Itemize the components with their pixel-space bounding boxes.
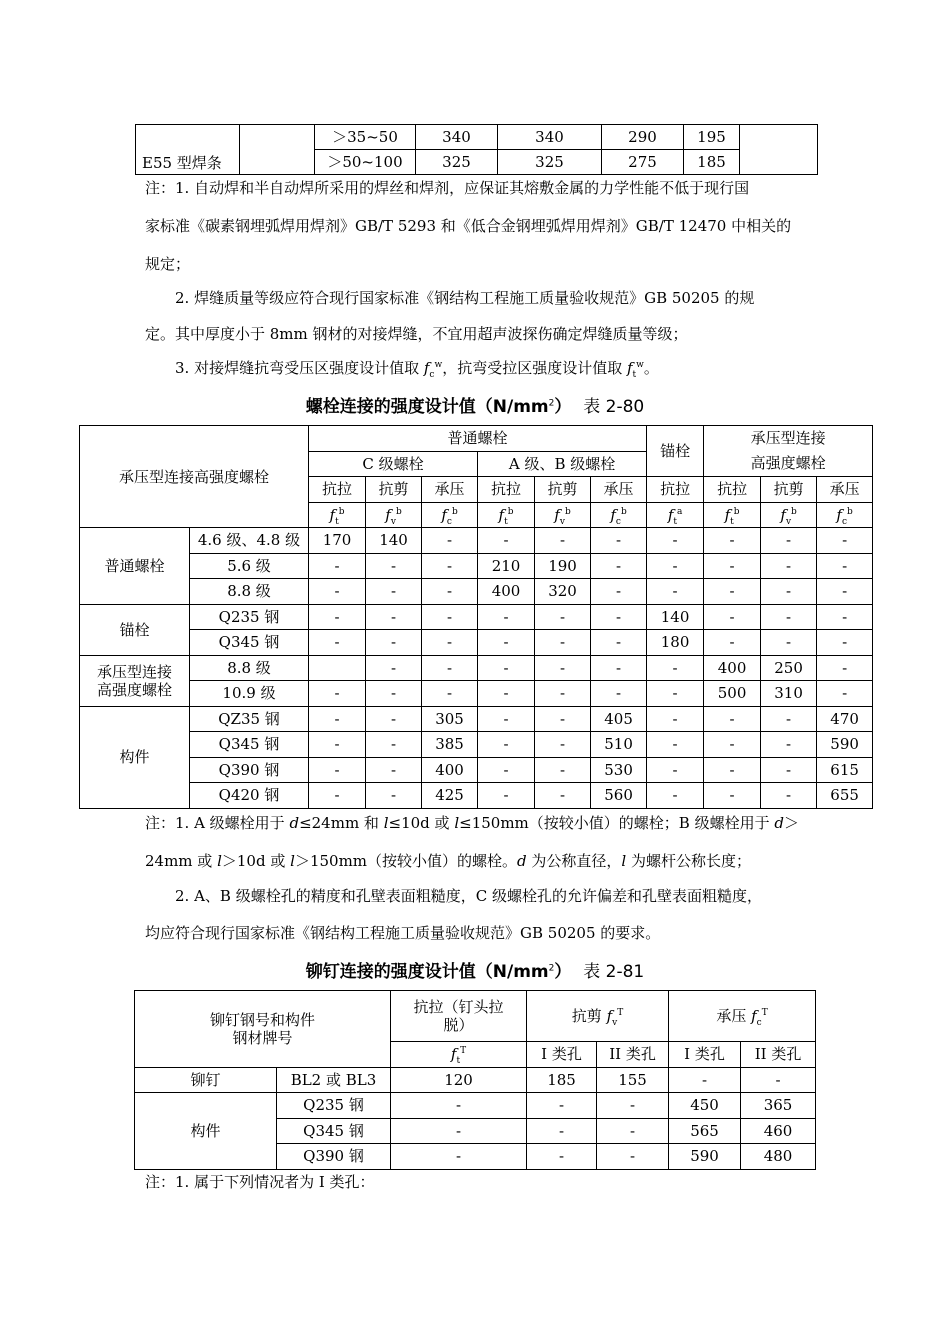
header-c-grade: C 级螺栓: [309, 451, 478, 477]
cell: 365: [741, 1093, 816, 1119]
symbol-cell: $f_t^b$: [478, 502, 535, 528]
grade-cell: QZ35 钢: [190, 706, 309, 732]
cell: -: [669, 1067, 741, 1093]
value-cell: -: [366, 706, 422, 732]
subheader-cell: 承压: [422, 477, 478, 503]
sym-d: d: [774, 814, 784, 832]
cell: 155: [597, 1067, 669, 1093]
rivet-header-bearing: 承压 $f_c^T$: [669, 991, 816, 1042]
category-cell: [80, 604, 190, 655]
cell: -: [391, 1093, 527, 1119]
value-cell: 190: [535, 553, 591, 579]
grade-cell: Q345 钢: [190, 732, 309, 758]
value-cell: -: [366, 604, 422, 630]
subheader-cell: 抗拉: [309, 477, 366, 503]
rivet-header-main: [135, 991, 391, 1068]
rivet-tension-line2: 脱）: [443, 1016, 474, 1034]
value-cell: 385: [422, 732, 478, 758]
value-cell: -: [309, 783, 366, 809]
category-label: 锚栓: [119, 620, 150, 639]
value-cell: -: [535, 706, 591, 732]
header-main: 承压型连接高强度螺栓: [80, 426, 309, 528]
electrode-label: E55 型焊条: [136, 125, 240, 175]
subheader-cell: 承压: [817, 477, 873, 503]
symbol-cell: $f_t^a$: [647, 502, 704, 528]
cell: ＞50~100: [315, 150, 416, 175]
subheader-cell: 抗拉: [704, 477, 761, 503]
value-cell: -: [704, 528, 761, 554]
category-label: 高强度螺栓: [96, 680, 172, 699]
header-hs-line2: 高强度螺栓: [750, 454, 826, 472]
value-cell: -: [535, 783, 591, 809]
value-cell: -: [535, 604, 591, 630]
note-3: 3. 对接焊缝抗弯受压区强度设计值取 $f_c^w$，抗弯受拉区强度设计值取 $f_t^w$。: [175, 359, 659, 380]
value-cell: -: [591, 553, 647, 579]
bolt-note-1a-part: 注：1. A 级螺栓用于: [145, 814, 290, 832]
grade-cell: Q345 钢: [190, 630, 309, 656]
table-row: [80, 528, 873, 554]
value-cell: 210: [478, 553, 535, 579]
note-1a: 注：1. 自动焊和半自动焊所采用的焊丝和焊剂，应保证其熔敷金属的力学性能不低于现行国: [145, 179, 750, 197]
note-2a: 2. 焊缝质量等级应符合现行国家标准《钢结构工程施工质量验收规范》GB 50205 的规: [175, 289, 755, 307]
sym-l: l: [383, 814, 389, 832]
value-cell: -: [817, 579, 873, 605]
value-cell: 500: [704, 681, 761, 707]
value-cell: -: [535, 681, 591, 707]
value-cell: -: [422, 579, 478, 605]
header-hs-line1: 承压型连接: [750, 429, 826, 447]
value-cell: -: [591, 630, 647, 656]
header-anchor: 锚栓: [647, 426, 704, 477]
value-cell: -: [704, 757, 761, 783]
value-cell: 400: [478, 579, 535, 605]
cell: 325: [498, 150, 602, 175]
value-cell: -: [309, 579, 366, 605]
member-category: 构件: [135, 1093, 277, 1170]
symbol-cell: $f_v^b$: [535, 502, 591, 528]
value-cell: -: [478, 732, 535, 758]
value-cell: -: [309, 757, 366, 783]
rivet-title-text: 铆钉连接的强度设计值（N/mm: [305, 962, 549, 982]
value-cell: -: [704, 783, 761, 809]
rivet-symbol-ft: $f_t^T$: [391, 1042, 527, 1068]
cell: 565: [669, 1118, 741, 1144]
table-row: [80, 604, 873, 630]
symbol-cell: $f_v^b$: [761, 502, 817, 528]
note-3-pre: 3. 对接焊缝抗弯受压区强度设计值取: [175, 359, 424, 377]
rivet-table-number: 表 2-81: [583, 962, 645, 982]
value-cell: -: [478, 528, 535, 554]
note-1b: 家标准《碳素钢埋弧焊用焊剂》GB/T 5293 和《低合金钢埋弧焊用焊剂》GB/T 12470 中相关的: [145, 217, 792, 235]
value-cell: -: [422, 681, 478, 707]
grade-cell: 10.9 级: [190, 681, 309, 707]
grade-cell: Q420 钢: [190, 783, 309, 809]
table-row: [80, 579, 873, 605]
rivet-table-title: [0, 957, 950, 982]
cell: 480: [741, 1144, 816, 1170]
cell: -: [391, 1144, 527, 1170]
cell: -: [527, 1093, 597, 1119]
value-cell: -: [817, 604, 873, 630]
rivet-header-line1: 铆钉钢号和构件: [210, 1010, 316, 1029]
value-cell: -: [761, 706, 817, 732]
rivet-bearing-label: 承压: [716, 1007, 752, 1025]
value-cell: -: [309, 553, 366, 579]
bolt-note-2a: 2. A、B 级螺栓孔的精度和孔壁表面粗糙度，C 级螺栓孔的允许偏差和孔壁表面粗糙度，: [175, 887, 762, 905]
value-cell: -: [478, 757, 535, 783]
value-cell: -: [817, 528, 873, 554]
value-cell: -: [647, 681, 704, 707]
grade-cell: 8.8 级: [190, 579, 309, 605]
bolt-note-1a-part: ≤10d 或: [388, 814, 455, 832]
rivet-header-shear: 抗剪 $f_v^T$: [527, 991, 669, 1042]
symbol-cell: $f_t^b$: [704, 502, 761, 528]
value-cell: 140: [647, 604, 704, 630]
value-cell: -: [817, 630, 873, 656]
value-cell: 250: [761, 655, 817, 681]
category-cell: [80, 528, 190, 605]
header-ab-grade: A 级、B 级螺栓: [478, 451, 647, 477]
rivet-header-line2: 钢材牌号: [232, 1028, 293, 1047]
weld-table-fragment: [135, 124, 818, 175]
value-cell: -: [309, 604, 366, 630]
empty-cell: [240, 125, 315, 175]
cell: 290: [602, 125, 684, 150]
value-cell: -: [647, 553, 704, 579]
value-cell: -: [761, 604, 817, 630]
value-cell: -: [478, 783, 535, 809]
bolt-title-close: ）: [554, 397, 572, 417]
bolt-title-text: 螺栓连接的强度设计值（N/mm: [305, 397, 549, 417]
value-cell: -: [647, 757, 704, 783]
value-cell: 320: [535, 579, 591, 605]
bolt-table-number: 表 2-80: [583, 397, 645, 417]
value-cell: -: [761, 553, 817, 579]
value-cell: 140: [366, 528, 422, 554]
value-cell: -: [647, 655, 704, 681]
member-grade: Q390 钢: [277, 1144, 391, 1170]
value-cell: 425: [422, 783, 478, 809]
value-cell: 305: [422, 706, 478, 732]
value-cell: -: [535, 732, 591, 758]
empty-cell: [740, 125, 818, 175]
value-cell: -: [817, 655, 873, 681]
cell: 185: [527, 1067, 597, 1093]
value-cell: -: [761, 783, 817, 809]
value-cell: -: [422, 604, 478, 630]
value-cell: 510: [591, 732, 647, 758]
value-cell: -: [591, 528, 647, 554]
cell: -: [391, 1118, 527, 1144]
value-cell: -: [591, 681, 647, 707]
bolt-note-1b-part: 为螺杆公称长度；: [626, 852, 752, 870]
bolt-title-sup: 2: [548, 398, 555, 409]
bolt-note-1b-part: 为公称直径，: [526, 852, 622, 870]
subheader-cell: 抗拉: [478, 477, 535, 503]
grade-cell: 5.6 级: [190, 553, 309, 579]
value-cell: -: [647, 528, 704, 554]
value-cell: 170: [309, 528, 366, 554]
value-cell: -: [817, 553, 873, 579]
sym-l: l: [454, 814, 460, 832]
value-cell: -: [647, 579, 704, 605]
cell: 195: [684, 125, 740, 150]
value-cell: -: [535, 757, 591, 783]
value-cell: 560: [591, 783, 647, 809]
grade-cell: Q235 钢: [190, 604, 309, 630]
category-label: 普通螺栓: [104, 556, 165, 575]
cell: -: [527, 1118, 597, 1144]
bolt-note-1a-part: ＞: [783, 814, 799, 832]
bolt-note-1b: [145, 851, 751, 871]
value-cell: -: [647, 706, 704, 732]
value-cell: -: [478, 604, 535, 630]
table-row: [80, 706, 873, 732]
value-cell: -: [309, 706, 366, 732]
value-cell: -: [478, 655, 535, 681]
value-cell: 180: [647, 630, 704, 656]
bolt-note-1b-part: ＞150mm（按较小值）的螺栓。: [294, 852, 518, 870]
value-cell: -: [535, 630, 591, 656]
cell: 120: [391, 1067, 527, 1093]
symbol-cell: $f_t^b$: [309, 502, 366, 528]
rivet-title-close: ）: [554, 962, 572, 982]
value-cell: -: [478, 706, 535, 732]
value-cell: -: [817, 681, 873, 707]
cell: -: [597, 1144, 669, 1170]
header-ordinary: 普通螺栓: [309, 426, 647, 452]
header-highstrength: [704, 426, 873, 477]
value-cell: -: [366, 681, 422, 707]
subheader-cell: 抗拉: [647, 477, 704, 503]
hole-class-1: I 类孔: [669, 1042, 741, 1068]
grade-cell: 8.8 级: [190, 655, 309, 681]
cell: 340: [498, 125, 602, 150]
category-label: 构件: [119, 748, 150, 766]
rivet-note-1: 注：1. 属于下列情况者为 I 类孔：: [145, 1173, 375, 1191]
value-cell: -: [422, 655, 478, 681]
table-row: [80, 757, 873, 783]
hole-class-1: I 类孔: [527, 1042, 597, 1068]
note-3-end: 。: [643, 359, 659, 377]
value-cell: -: [591, 655, 647, 681]
value-cell: 405: [591, 706, 647, 732]
cell: 450: [669, 1093, 741, 1119]
value-cell: 400: [422, 757, 478, 783]
value-cell: -: [309, 681, 366, 707]
cell: -: [527, 1144, 597, 1170]
symbol-cell: $f_c^b$: [817, 502, 873, 528]
subheader-cell: 承压: [591, 477, 647, 503]
value-cell: -: [704, 604, 761, 630]
cell: -: [597, 1118, 669, 1144]
sym-d: d: [289, 814, 300, 832]
sym-l: l: [217, 852, 222, 870]
category-label: 承压型连接: [96, 662, 172, 681]
value-cell: -: [422, 528, 478, 554]
rivet-strength-table: [134, 990, 816, 1170]
cell: -: [597, 1093, 669, 1119]
bolt-note-1a-part: ≤24mm 和: [299, 814, 384, 832]
value-cell: -: [704, 630, 761, 656]
value-cell: 400: [704, 655, 761, 681]
rivet-tension-line1: 抗拉（钉头拉: [413, 998, 504, 1016]
note-3-mid: ，抗弯受拉区强度设计值取: [442, 359, 627, 377]
value-cell: -: [366, 783, 422, 809]
value-cell: -: [366, 757, 422, 783]
subheader-cell: 抗剪: [366, 477, 422, 503]
rivet-grade: BL2 或 BL3: [277, 1067, 391, 1093]
value-cell: 655: [817, 783, 873, 809]
rivet-title-sup: 2: [548, 963, 555, 974]
bolt-note-2b: 均应符合现行国家标准《钢结构工程施工质量验收规范》GB 50205 的要求。: [145, 924, 661, 942]
value-cell: -: [704, 732, 761, 758]
value-cell: 470: [817, 706, 873, 732]
note-1c: 规定；: [145, 255, 191, 273]
sym-l: l: [621, 852, 627, 870]
category-cell: [80, 706, 190, 808]
cell: 185: [684, 150, 740, 175]
category-cell: [80, 655, 190, 706]
symbol-cell: $f_c^b$: [591, 502, 647, 528]
bolt-note-1a-part: ≤150mm（按较小值）的螺栓；B 级螺栓用于: [459, 814, 775, 832]
value-cell: -: [535, 528, 591, 554]
cell: 340: [416, 125, 498, 150]
member-grade: Q345 钢: [277, 1118, 391, 1144]
member-grade: Q235 钢: [277, 1093, 391, 1119]
value-cell: -: [366, 579, 422, 605]
value-cell: [309, 655, 366, 681]
cell: 275: [602, 150, 684, 175]
value-cell: -: [761, 630, 817, 656]
value-cell: 310: [761, 681, 817, 707]
bolt-note-1b-part: 24mm 或: [145, 852, 218, 870]
value-cell: 590: [817, 732, 873, 758]
rivet-category: 铆钉: [135, 1067, 277, 1093]
value-cell: -: [761, 732, 817, 758]
value-cell: -: [366, 655, 422, 681]
symbol-cell: $f_c^b$: [422, 502, 478, 528]
value-cell: -: [422, 630, 478, 656]
cell: -: [741, 1067, 816, 1093]
cell: 460: [741, 1118, 816, 1144]
hole-class-2: II 类孔: [741, 1042, 816, 1068]
value-cell: -: [478, 681, 535, 707]
subheader-cell: 抗剪: [535, 477, 591, 503]
hole-class-2: II 类孔: [597, 1042, 669, 1068]
cell: 325: [416, 150, 498, 175]
table-row: [80, 681, 873, 707]
table-row: [80, 732, 873, 758]
value-cell: -: [366, 630, 422, 656]
value-cell: -: [704, 553, 761, 579]
bolt-table-title: [0, 392, 950, 417]
rivet-header-tension: [391, 991, 527, 1042]
value-cell: -: [591, 604, 647, 630]
value-cell: -: [309, 732, 366, 758]
sym-d: d: [517, 852, 527, 870]
symbol-cell: $f_v^b$: [366, 502, 422, 528]
cell: 590: [669, 1144, 741, 1170]
bolt-note-1a: [145, 813, 799, 833]
table-row: [80, 655, 873, 681]
grade-cell: Q390 钢: [190, 757, 309, 783]
value-cell: -: [309, 630, 366, 656]
value-cell: 530: [591, 757, 647, 783]
value-cell: -: [761, 757, 817, 783]
subheader-cell: 抗剪: [761, 477, 817, 503]
value-cell: -: [704, 579, 761, 605]
value-cell: -: [366, 553, 422, 579]
cell: ＞35~50: [315, 125, 416, 150]
sym-l: l: [290, 852, 295, 870]
grade-cell: 4.6 级、4.8 级: [190, 528, 309, 554]
value-cell: -: [591, 579, 647, 605]
table-row: [80, 553, 873, 579]
value-cell: -: [761, 528, 817, 554]
value-cell: -: [422, 553, 478, 579]
value-cell: -: [535, 655, 591, 681]
note-2b: 定。其中厚度小于 8mm 钢材的对接焊缝，不宜用超声波探伤确定焊缝质量等级；: [145, 325, 688, 343]
table-row: [80, 630, 873, 656]
rivet-shear-label: 抗剪: [571, 1007, 607, 1025]
value-cell: 615: [817, 757, 873, 783]
value-cell: -: [647, 732, 704, 758]
bolt-strength-table: [79, 425, 873, 809]
value-cell: -: [704, 706, 761, 732]
value-cell: -: [647, 783, 704, 809]
value-cell: -: [761, 579, 817, 605]
table-row: [80, 783, 873, 809]
value-cell: -: [478, 630, 535, 656]
bolt-note-1b-part: ＞10d 或: [221, 852, 291, 870]
value-cell: -: [366, 732, 422, 758]
